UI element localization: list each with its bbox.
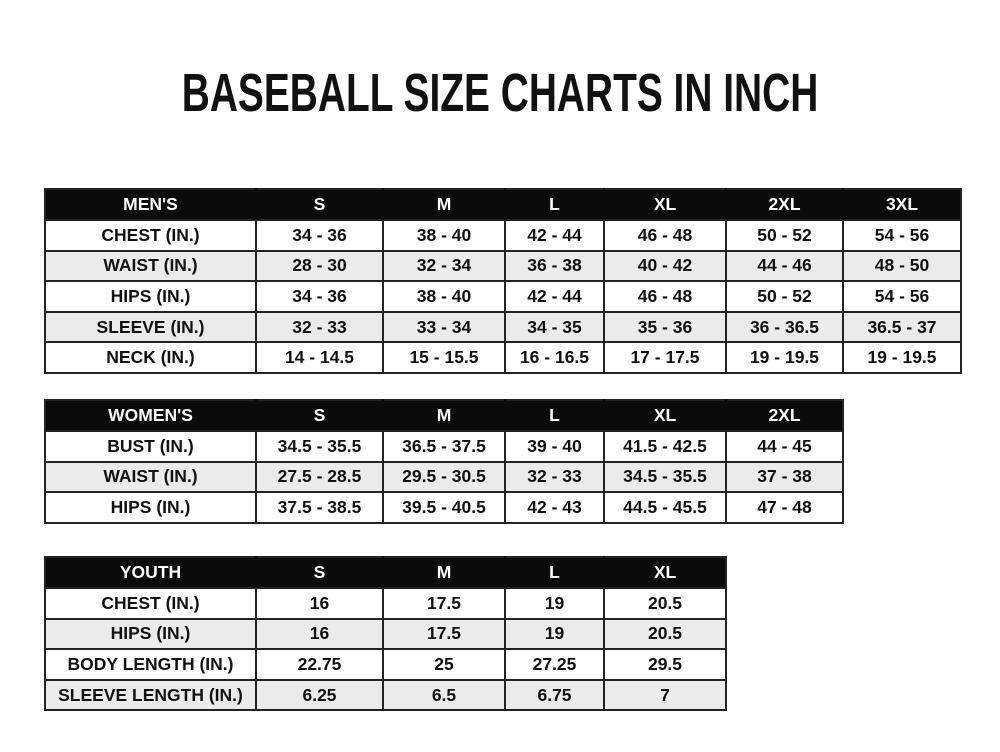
measurement-value-cell: 16 — [256, 588, 383, 619]
size-column-header: S — [256, 189, 383, 220]
measurement-label-cell: CHEST (IN.) — [45, 220, 256, 251]
measurement-value-cell: 46 - 48 — [604, 281, 726, 312]
womens-size-table — [44, 399, 844, 524]
measurement-row — [45, 312, 961, 343]
measurement-value-cell: 39.5 - 40.5 — [383, 492, 505, 523]
measurement-value-cell: 34.5 - 35.5 — [256, 431, 383, 462]
measurement-value-cell: 33 - 34 — [383, 312, 505, 343]
measurement-value-cell: 32 - 34 — [383, 251, 505, 282]
measurement-value-cell: 50 - 52 — [726, 220, 843, 251]
measurement-label-cell: NECK (IN.) — [45, 342, 256, 373]
measurement-value-cell: 19 - 19.5 — [726, 342, 843, 373]
measurement-value-cell: 19 — [505, 619, 604, 650]
size-column-header: L — [505, 189, 604, 220]
size-column-header: M — [383, 400, 505, 431]
page-title — [0, 62, 1000, 124]
measurement-value-cell: 47 - 48 — [726, 492, 843, 523]
measurement-label-cell: WAIST (IN.) — [45, 251, 256, 282]
measurement-value-cell: 36.5 - 37.5 — [383, 431, 505, 462]
measurement-value-cell: 48 - 50 — [843, 251, 961, 282]
measurement-value-cell: 37.5 - 38.5 — [256, 492, 383, 523]
mens-size-table — [44, 188, 962, 374]
measurement-value-cell: 37 - 38 — [726, 462, 843, 493]
size-column-header: S — [256, 400, 383, 431]
measurement-value-cell: 19 - 19.5 — [843, 342, 961, 373]
measurement-value-cell: 19 — [505, 588, 604, 619]
size-column-header: 2XL — [726, 400, 843, 431]
measurement-value-cell: 17 - 17.5 — [604, 342, 726, 373]
size-column-header: XL — [604, 189, 726, 220]
size-column-header: XL — [604, 400, 726, 431]
size-column-header: XL — [604, 557, 726, 588]
measurement-value-cell: 39 - 40 — [505, 431, 604, 462]
size-column-header: M — [383, 557, 505, 588]
measurement-row — [45, 492, 843, 523]
measurement-value-cell: 36 - 36.5 — [726, 312, 843, 343]
measurement-value-cell: 38 - 40 — [383, 281, 505, 312]
size-column-header: M — [383, 189, 505, 220]
measurement-value-cell: 44 - 46 — [726, 251, 843, 282]
measurement-row — [45, 680, 726, 711]
measurement-value-cell: 20.5 — [604, 619, 726, 650]
measurement-value-cell: 7 — [604, 680, 726, 711]
size-column-header: 3XL — [843, 189, 961, 220]
measurement-value-cell: 16 - 16.5 — [505, 342, 604, 373]
size-table-header-row — [45, 189, 961, 220]
measurement-value-cell: 6.75 — [505, 680, 604, 711]
measurement-value-cell: 42 - 44 — [505, 281, 604, 312]
table-group-label: MEN'S — [45, 189, 256, 220]
size-table-header-row — [45, 400, 843, 431]
measurement-value-cell: 17.5 — [383, 619, 505, 650]
measurement-row — [45, 588, 726, 619]
measurement-value-cell: 54 - 56 — [843, 220, 961, 251]
measurement-value-cell: 17.5 — [383, 588, 505, 619]
measurement-label-cell: BODY LENGTH (IN.) — [45, 649, 256, 680]
measurement-value-cell: 42 - 43 — [505, 492, 604, 523]
measurement-value-cell: 16 — [256, 619, 383, 650]
measurement-value-cell: 15 - 15.5 — [383, 342, 505, 373]
table-group-label: YOUTH — [45, 557, 256, 588]
measurement-value-cell: 34 - 36 — [256, 281, 383, 312]
measurement-value-cell: 41.5 - 42.5 — [604, 431, 726, 462]
measurement-label-cell: HIPS (IN.) — [45, 619, 256, 650]
measurement-label-cell: CHEST (IN.) — [45, 588, 256, 619]
measurement-row — [45, 342, 961, 373]
measurement-value-cell: 28 - 30 — [256, 251, 383, 282]
measurement-row — [45, 619, 726, 650]
table-group-label: WOMEN'S — [45, 400, 256, 431]
measurement-value-cell: 54 - 56 — [843, 281, 961, 312]
measurement-row — [45, 251, 961, 282]
measurement-value-cell: 34.5 - 35.5 — [604, 462, 726, 493]
measurement-value-cell: 29.5 — [604, 649, 726, 680]
measurement-row — [45, 431, 843, 462]
measurement-row — [45, 649, 726, 680]
measurement-value-cell: 40 - 42 — [604, 251, 726, 282]
size-column-header: L — [505, 557, 604, 588]
size-column-header: L — [505, 400, 604, 431]
measurement-value-cell: 36.5 - 37 — [843, 312, 961, 343]
measurement-label-cell: SLEEVE (IN.) — [45, 312, 256, 343]
measurement-value-cell: 6.25 — [256, 680, 383, 711]
measurement-value-cell: 32 - 33 — [505, 462, 604, 493]
measurement-label-cell: BUST (IN.) — [45, 431, 256, 462]
measurement-value-cell: 35 - 36 — [604, 312, 726, 343]
measurement-value-cell: 50 - 52 — [726, 281, 843, 312]
measurement-value-cell: 6.5 — [383, 680, 505, 711]
measurement-value-cell: 38 - 40 — [383, 220, 505, 251]
measurement-value-cell: 46 - 48 — [604, 220, 726, 251]
measurement-row — [45, 281, 961, 312]
page-title-text: BASEBALL SIZE CHARTS IN INCH — [181, 63, 819, 123]
measurement-row — [45, 220, 961, 251]
size-column-header: S — [256, 557, 383, 588]
measurement-value-cell: 36 - 38 — [505, 251, 604, 282]
measurement-label-cell: HIPS (IN.) — [45, 281, 256, 312]
youth-size-table — [44, 556, 727, 711]
size-table-header-row — [45, 557, 726, 588]
measurement-value-cell: 34 - 35 — [505, 312, 604, 343]
measurement-label-cell: HIPS (IN.) — [45, 492, 256, 523]
measurement-value-cell: 27.25 — [505, 649, 604, 680]
measurement-value-cell: 44.5 - 45.5 — [604, 492, 726, 523]
measurement-value-cell: 42 - 44 — [505, 220, 604, 251]
measurement-value-cell: 34 - 36 — [256, 220, 383, 251]
measurement-label-cell: SLEEVE LENGTH (IN.) — [45, 680, 256, 711]
measurement-value-cell: 14 - 14.5 — [256, 342, 383, 373]
measurement-value-cell: 25 — [383, 649, 505, 680]
measurement-value-cell: 44 - 45 — [726, 431, 843, 462]
measurement-value-cell: 22.75 — [256, 649, 383, 680]
measurement-value-cell: 29.5 - 30.5 — [383, 462, 505, 493]
measurement-value-cell: 32 - 33 — [256, 312, 383, 343]
size-column-header: 2XL — [726, 189, 843, 220]
measurement-row — [45, 462, 843, 493]
measurement-label-cell: WAIST (IN.) — [45, 462, 256, 493]
measurement-value-cell: 20.5 — [604, 588, 726, 619]
measurement-value-cell: 27.5 - 28.5 — [256, 462, 383, 493]
